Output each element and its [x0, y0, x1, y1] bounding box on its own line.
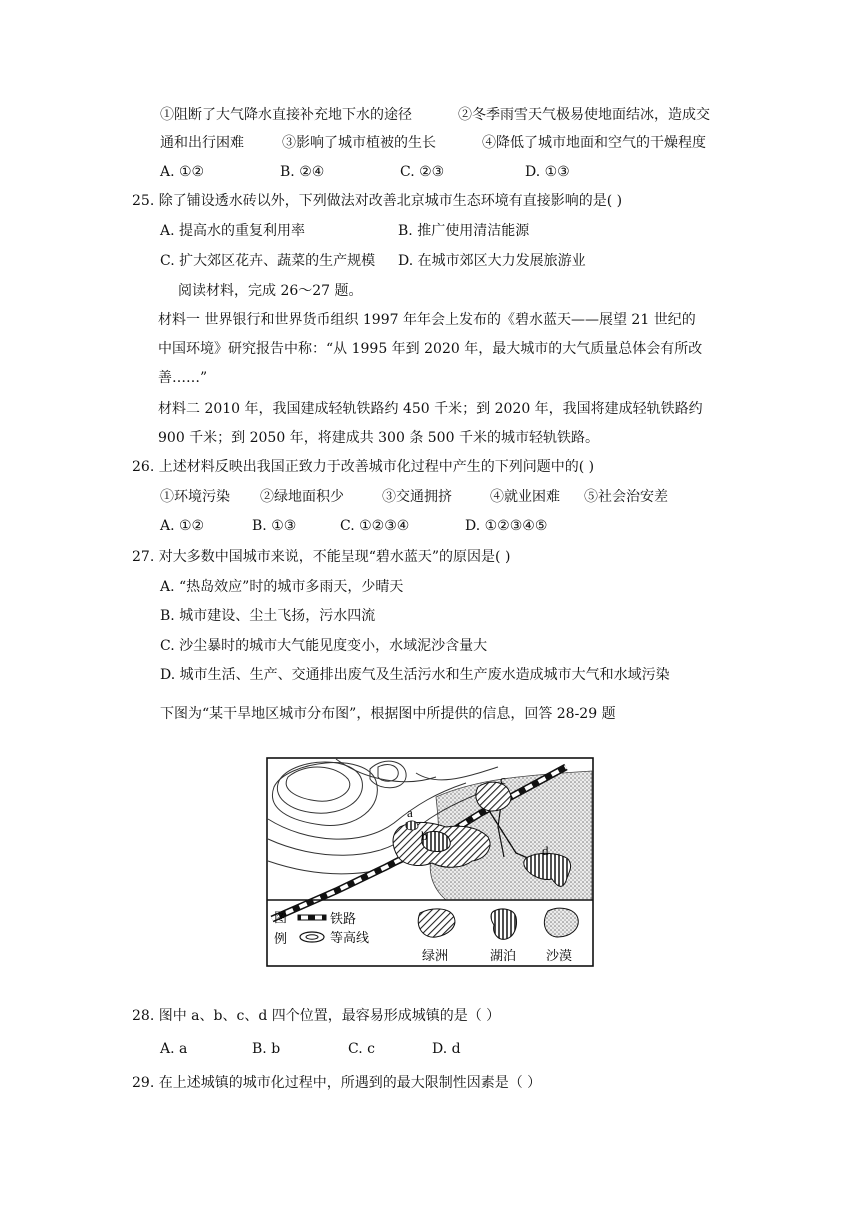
label-c: c [500, 772, 506, 787]
q25-option-c: C. 扩大郊区花卉、蔬菜的生产规模 [160, 253, 376, 269]
choice-a: A. ①② [160, 164, 205, 180]
q25-stem: 25. 除了铺设透水砖以外，下列做法对改善北京城市生态环境有直接影响的是( ) [132, 193, 623, 209]
q26-item-5: ⑤社会治安差 [584, 489, 668, 505]
q26-item-1: ①环境污染 [160, 489, 230, 505]
q26-choice-b: B. ①③ [252, 518, 297, 534]
material-1-line-2: 中国环境》研究报告中称：“从 1995 年到 2020 年，最大城市的大气质量总体会有所改 [158, 341, 703, 357]
q27-option-b: B. 城市建设、尘土飞扬，污水四流 [160, 608, 376, 624]
option-4: ④降低了城市地面和空气的干燥程度 [482, 135, 706, 151]
choice-b: B. ②④ [280, 164, 325, 180]
label-a: a [407, 805, 413, 820]
q25-option-a: A. 提高水的重复利用率 [160, 223, 306, 239]
q28-choice-a: A. a [160, 1041, 188, 1057]
material-2-line-1: 材料二 2010 年，我国建成轻轨铁路约 450 千米；到 2020 年，我国将建成轻轨铁路约 [158, 401, 703, 417]
q28-choice-d: D. d [432, 1041, 461, 1057]
q26-item-4: ④就业困难 [490, 489, 560, 505]
material-1-line-1: 材料一 世界银行和世界货币组织 1997 年年会上发布的《碧水蓝天——展望 21 世纪的 [158, 312, 696, 328]
label-d: d [542, 843, 549, 858]
q28-stem: 28. 图中 a、b、c、d 四个位置，最容易形成城镇的是（ ） [132, 1008, 501, 1024]
legend-title-2: 例 [274, 932, 288, 947]
option-line-1 [160, 105, 710, 125]
q26-stem: 26. 上述材料反映出我国正致力于改善城市化过程中产生的下列问题中的( ) [132, 459, 595, 475]
q27-option-a: A. “热岛效应”时的城市多雨天，少晴天 [160, 579, 404, 595]
q27-option-c: C. 沙尘暴时的城市大气能见度变小，水域泥沙含量大 [160, 638, 488, 654]
material-1-line-3: 善……” [158, 370, 208, 386]
q26-item-3: ③交通拥挤 [382, 489, 452, 505]
legend-title-1: 图 [274, 911, 288, 926]
q26-choice-a: A. ①② [160, 518, 205, 534]
legend-railway-symbol [298, 915, 326, 920]
q26-choice-d: D. ①②③④⑤ [465, 518, 548, 534]
legend-desert-label: 沙漠 [546, 949, 573, 964]
q28-choice-c: C. c [348, 1041, 375, 1057]
q27-stem: 27. 对大多数中国城市来说，不能呈现“碧水蓝天”的原因是( ) [132, 549, 511, 565]
q29-stem: 29. 在上述城镇的城市化过程中，所遇到的最大限制性因素是（ ） [132, 1075, 542, 1091]
option-3: ③影响了城市植被的生长 [282, 135, 436, 151]
legend-oasis-label: 绿洲 [422, 949, 449, 964]
q25-option-b: B. 推广使用清洁能源 [398, 223, 530, 239]
legend-lake-label: 湖泊 [490, 949, 517, 964]
legend-railway-label: 铁路 [330, 912, 357, 927]
q25-option-d: D. 在城市郊区大力发展旅游业 [398, 253, 586, 269]
q26-choice-c: C. ①②③④ [340, 518, 410, 534]
option-1: ①阻断了大气降水直接补充地下水的途径 [160, 107, 412, 123]
arid-region-city-map [266, 757, 594, 967]
reading-intro: 阅读材料，完成 26～27 题。 [178, 283, 363, 299]
option-2-continued: 通和出行困难 [160, 135, 244, 151]
q28-choice-b: B. b [252, 1041, 281, 1057]
legend-contour-label: 等高线 [330, 931, 370, 946]
material-2-line-2: 900 千米；到 2050 年，将建成共 300 条 500 千米的城市轻轨铁路。 [158, 430, 599, 446]
option-2: ②冬季雨雪天气极易使地面结冰，造成交 [458, 107, 710, 123]
choice-c: C. ②③ [400, 164, 445, 180]
lake-a [406, 821, 418, 830]
q26-item-2: ②绿地面积少 [260, 489, 344, 505]
choice-d: D. ①③ [525, 164, 570, 180]
figure-intro: 下图为“某干旱地区城市分布图”，根据图中所提供的信息，回答 28-29 题 [160, 706, 616, 722]
label-b: b [421, 828, 428, 843]
q27-option-d: D. 城市生活、生产、交通排出废气及生活污水和生产废水造成城市大气和水域污染 [160, 667, 670, 683]
option-line-2 [160, 133, 706, 153]
